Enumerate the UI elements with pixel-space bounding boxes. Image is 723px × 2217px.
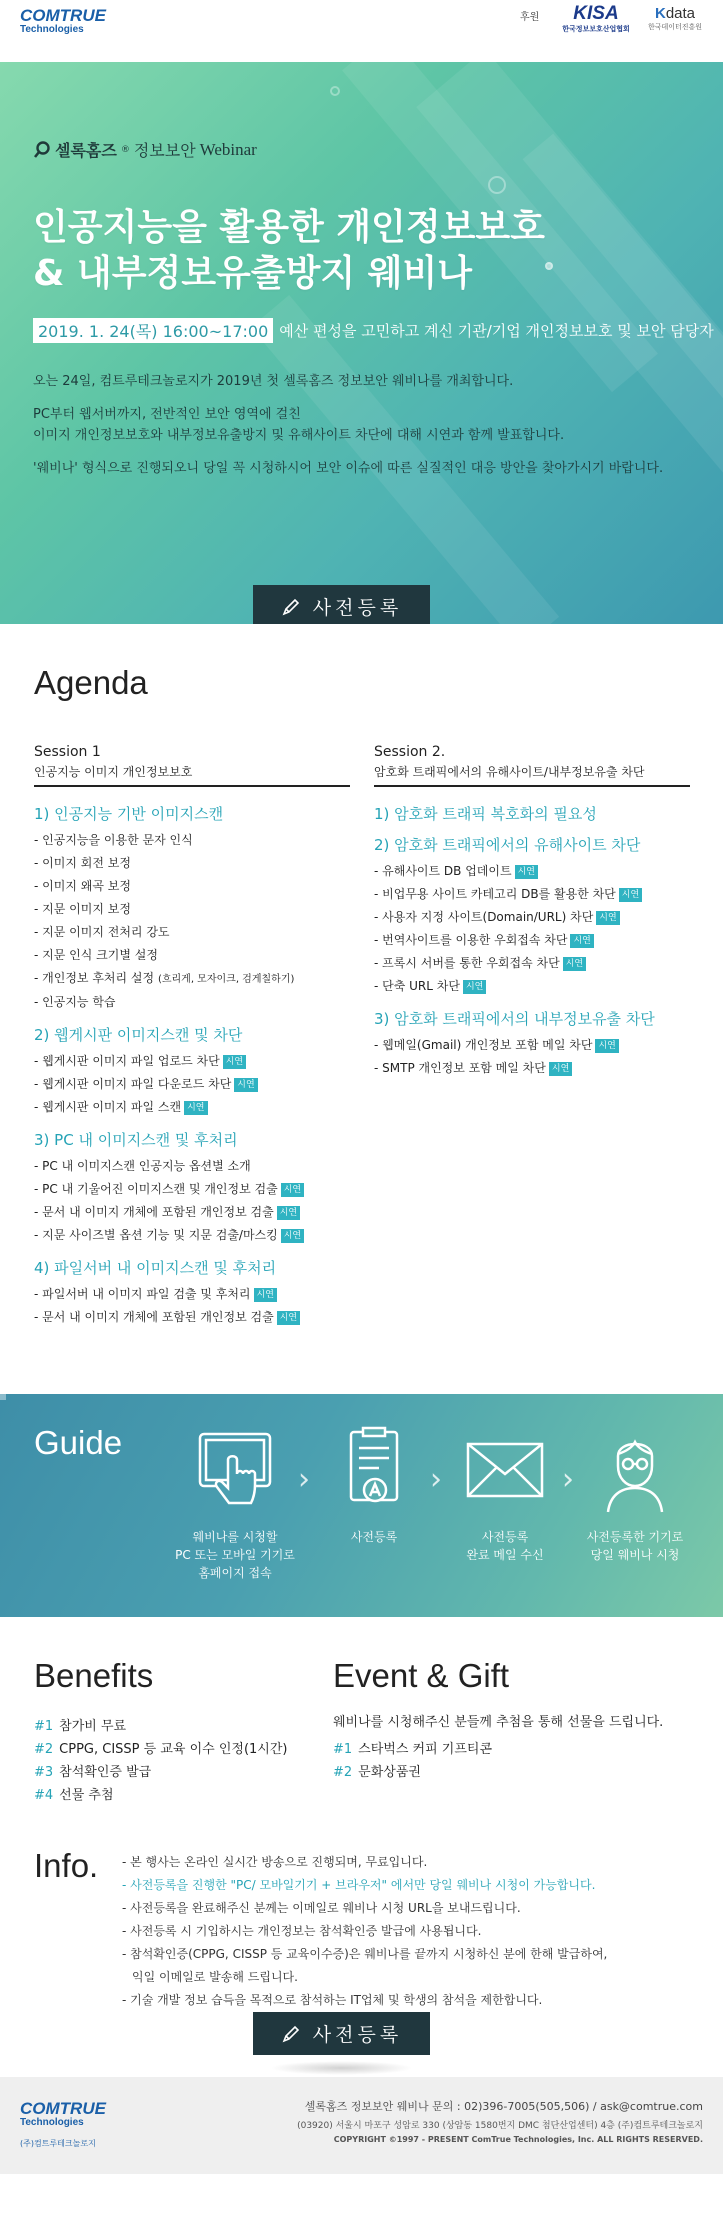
agenda-item-text: - 인공지능 학습 [34, 995, 116, 1009]
demo-badge: 시연 [595, 1039, 618, 1053]
demo-badge: 시연 [184, 1101, 207, 1115]
info-list [122, 1851, 607, 2012]
guide-step-4-line1: 사전등록한 기기로 [586, 1530, 684, 1544]
demo-badge: 시연 [619, 888, 642, 902]
guide-step-2 [309, 1426, 439, 1546]
agenda-item-text: - 웹게시판 이미지 파일 다운로드 차단 [34, 1077, 232, 1091]
demo-badge: 시연 [281, 1183, 304, 1197]
benefit-number: #2 [34, 1742, 54, 1757]
benefit-number: #3 [34, 1765, 54, 1780]
agenda-item [34, 1306, 350, 1329]
agenda-item-text: - 웹메일(Gmail) 개인정보 포함 메일 차단 [374, 1038, 593, 1052]
button-shadow [270, 2061, 413, 2075]
hero-title-line1: 인공지능을 활용한 개인정보보호 [33, 207, 545, 248]
agenda-item-text: - 인공지능을 이용한 문자 인식 [34, 833, 193, 847]
agenda-item-text: - 문서 내 이미지 개체에 포함된 개인정보 검출 [34, 1310, 274, 1324]
target-audience: 예산 편성을 고민하고 계신 기관/기업 개인정보보호 및 보안 담당자 [279, 322, 714, 340]
agenda-item [374, 1057, 690, 1080]
series-webinar: Webinar [199, 139, 257, 159]
benefit-number: #1 [34, 1719, 54, 1734]
intro-paragraph-1: 오는 24일, 컴트루테크놀로지가 2019년 첫 셀록홈즈 정보보안 웨비나를 개최합니다. [33, 374, 514, 389]
event-description: 웨비나를 시청해주신 분들께 추첨을 통해 선물을 드립니다. [333, 1715, 664, 1730]
agenda-item [374, 975, 690, 998]
agenda-topic: 2) 암호화 트래픽에서의 유해사이트 차단 [374, 836, 641, 854]
guide-step-3 [440, 1426, 570, 1564]
event-title: Event & Gift [333, 1657, 510, 1694]
agenda-item-text: - 번역사이트를 이용한 우회접속 차단 [374, 933, 568, 947]
demo-badge: 시연 [463, 980, 486, 994]
footer-logo[interactable] [20, 2100, 106, 2149]
gift-text: 문화상품권 [358, 1765, 421, 1780]
agenda-item [374, 1034, 690, 1057]
event-list [333, 1738, 663, 1784]
intro-p2-line2: 이미지 개인정보보호와 내부정보유출방지 및 유해사이트 차단에 대해 시연과 함께 발표합니다. [33, 428, 565, 443]
agenda-item [374, 929, 690, 952]
kdata-logo [640, 6, 710, 32]
info-line: 익일 이메일로 발송해 드립니다. [132, 1970, 298, 1984]
date-line [33, 318, 714, 343]
guide-step-3-line2: 완료 메일 수신 [466, 1548, 544, 1562]
agenda-topic: 3) PC 내 이미지스캔 및 후처리 [34, 1131, 238, 1149]
info-line: - 기술 개발 정보 습득을 목적으로 참석하는 IT업체 및 학생의 참석을 제한합니다. [122, 1993, 543, 2007]
intro-paragraph-3: '웨비나' 형식으로 진행되오니 당일 꼭 시청하시어 보안 이슈에 따른 실질적인 대응 방안을 찾아가시기 바랍니다. [33, 461, 664, 476]
agenda-topic: 4) 파일서버 내 이미지스캔 및 후처리 [34, 1259, 277, 1277]
session2-column [374, 742, 690, 1080]
gift-item [333, 1738, 663, 1761]
chevron-right-icon: › [430, 1462, 442, 1497]
agenda-item [374, 952, 690, 975]
pencil-icon [281, 597, 301, 617]
agenda-section [0, 624, 723, 1394]
agenda-item-text: - 지문 사이즈별 옵션 기능 및 지문 검출/마스킹 [34, 1228, 278, 1242]
agenda-item [34, 921, 350, 944]
demo-badge: 시연 [549, 1062, 572, 1076]
session2-heading: Session 2. [374, 744, 446, 760]
agenda-item [34, 829, 350, 852]
info-section [0, 1847, 723, 2077]
envelope-icon [460, 1426, 550, 1516]
person-icon [590, 1426, 680, 1516]
agenda-item-text: - PC 내 이미지스캔 인공지능 옵션별 소개 [34, 1159, 251, 1173]
kdata-logo-text: data [665, 5, 696, 22]
event-block [333, 1657, 663, 1784]
session1-column [34, 742, 350, 1329]
guide-step-2-line1: 사전등록 [350, 1530, 398, 1544]
footer-logo-main: COMTRUE [20, 2099, 106, 2118]
agenda-item-text: - 지문 이미지 전처리 강도 [34, 925, 170, 939]
benefit-item [34, 1738, 288, 1761]
benefit-item [34, 1761, 288, 1784]
agenda-topic: 3) 암호화 트래픽에서의 내부정보유출 차단 [374, 1010, 655, 1028]
footer-address: (03920) 서울시 마포구 성암로 330 (상암동 1580번지 DMC 첨단산업센터) 4층 (주)컴트루테크놀로지 [297, 2121, 703, 2131]
session1-topics [34, 803, 350, 1329]
gift-number: #1 [333, 1742, 353, 1757]
agenda-item-text: - 비업무용 사이트 카테고리 DB를 활용한 차단 [374, 887, 616, 901]
footer-copyright: COPYRIGHT ©1997 - PRESENT ComTrue Technologies, Inc. ALL RIGHTS RESERVED. [333, 2135, 703, 2144]
session1-heading: Session 1 [34, 744, 101, 760]
agenda-item [34, 1155, 350, 1178]
agenda-item-text: - 문서 내 이미지 개체에 포함된 개인정보 검출 [34, 1205, 274, 1219]
agenda-item-text: - 웹게시판 이미지 파일 업로드 차단 [34, 1054, 220, 1068]
agenda-topic: 1) 암호화 트래픽 복호화의 필요성 [374, 805, 597, 823]
session1-subtitle: 인공지능 이미지 개인정보보호 [34, 762, 350, 787]
kisa-logo [558, 4, 634, 34]
benefits-section [0, 1617, 723, 1847]
benefits-block [34, 1657, 288, 1807]
agenda-item [374, 883, 690, 906]
register-button[interactable] [253, 585, 430, 624]
agenda-item-text: - 지문 인식 크기별 설정 [34, 948, 158, 962]
kdata-k: K [654, 5, 666, 22]
agenda-item-note: (흐리게, 모자이크, 검게칠하기) [157, 974, 295, 985]
agenda-item [34, 944, 350, 967]
guide-step-3-line1: 사전등록 [481, 1530, 529, 1544]
guide-section [0, 1394, 723, 1617]
hero-banner [0, 62, 723, 624]
agenda-item [34, 875, 350, 898]
series-name: 셀록홈즈 [55, 141, 117, 160]
guide-title: Guide [34, 1424, 123, 1461]
gift-text: 스타벅스 커피 기프티콘 [358, 1742, 493, 1757]
agenda-item [34, 1050, 350, 1073]
agenda-item-text: - 이미지 왜곡 보정 [34, 879, 131, 893]
agenda-item-text: - 지문 이미지 보정 [34, 902, 131, 916]
sponsor-label: 후원 [520, 12, 540, 23]
info-line-highlight: - 사전등록을 진행한 "PC/ 모바일기기 + 브라우저" 에서만 당일 웨비나 시청이 가능합니다. [122, 1878, 596, 1892]
footer-company-kr: (주)컴트루테크놀로지 [20, 2139, 96, 2148]
agenda-title: Agenda [34, 664, 148, 701]
kisa-name: 한국정보보호산업협회 [562, 25, 630, 33]
agenda-item-text: - 프록시 서버를 통한 우회접속 차단 [374, 956, 560, 970]
top-bar [0, 0, 723, 62]
magnifier-icon [33, 141, 51, 159]
info-line: - 사전등록을 완료해주신 분께는 이메일로 웨비나 시청 URL을 보내드립니다. [122, 1901, 521, 1915]
agenda-item [34, 852, 350, 875]
chevron-right-icon: › [562, 1462, 574, 1497]
footer [0, 2077, 723, 2174]
agenda-item-text: - 유해사이트 DB 업데이트 [374, 864, 512, 878]
logo-main: COMTRUE [20, 6, 106, 25]
agenda-item-text: - 파일서버 내 이미지 파일 검출 및 후처리 [34, 1287, 251, 1301]
demo-badge: 시연 [234, 1078, 257, 1092]
intro-paragraph-2 [33, 404, 663, 446]
demo-badge: 시연 [515, 865, 538, 879]
benefit-text: 선물 추첨 [59, 1788, 114, 1803]
guide-step-1-line1: 웨비나를 시청할 [192, 1530, 278, 1544]
guide-step-1-line3: 홈페이지 접속 [198, 1566, 272, 1580]
session2-subtitle: 암호화 트래픽에서의 유해사이트/내부정보유출 차단 [374, 762, 690, 787]
demo-badge: 시연 [570, 934, 593, 948]
demo-badge: 시연 [254, 1288, 277, 1302]
info-line: - 본 행사는 온라인 실시간 방송으로 진행되며, 무료입니다. [122, 1855, 428, 1869]
benefit-item [34, 1715, 288, 1738]
benefits-title: Benefits [34, 1657, 154, 1694]
agenda-item-text: - 웹게시판 이미지 파일 스캔 [34, 1100, 182, 1114]
series-suffix: 정보보안 [133, 141, 196, 160]
tablet-touch-icon [190, 1426, 280, 1516]
agenda-topic: 1) 인공지능 기반 이미지스캔 [34, 805, 224, 823]
info-title: Info. [34, 1847, 99, 1884]
agenda-item-text: - 사용자 지정 사이트(Domain/URL) 차단 [374, 910, 594, 924]
agenda-item-text: - 개인정보 후처리 설정 [34, 971, 155, 985]
benefit-item [34, 1784, 288, 1807]
hero-title [33, 205, 545, 297]
info-line: - 사전등록 시 기입하시는 개인정보는 참석확인증 발급에 사용됩니다. [122, 1924, 482, 1938]
guide-step-1 [170, 1426, 300, 1582]
chevron-right-icon: › [298, 1462, 310, 1497]
footer-logo-sub: Technologies [20, 2117, 84, 2128]
agenda-item-text: - 이미지 회전 보정 [34, 856, 131, 870]
agenda-item [374, 906, 690, 929]
agenda-item-text: - PC 내 기울어진 이미지스캔 및 개인정보 검출 [34, 1182, 278, 1196]
event-date: 2019. 1. 24(목) 16:00~17:00 [33, 318, 273, 343]
footer-info [297, 2097, 703, 2144]
info-line: - 참석확인증(CPPG, CISSP 등 교육이수증)은 웨비나를 끝까지 시청하신 분에 한해 발급하여, [122, 1947, 608, 1961]
gift-item [333, 1761, 663, 1784]
agenda-item [374, 860, 690, 883]
footer-contact: 셀록홈즈 정보보안 웨비나 문의 : 02)396-7005(505,506) / ask@comtrue.com [304, 2100, 703, 2113]
agenda-item [34, 967, 350, 991]
demo-badge: 시연 [223, 1055, 246, 1069]
agenda-item [34, 1073, 350, 1096]
agenda-item [34, 1178, 350, 1201]
agenda-item [34, 1201, 350, 1224]
demo-badge: 시연 [596, 911, 619, 925]
guide-step-4-line2: 당일 웨비나 시청 [590, 1548, 680, 1562]
demo-badge: 시연 [277, 1206, 300, 1220]
comtrue-logo[interactable] [20, 7, 106, 36]
intro-p2-line1: PC부터 웹서버까지, 전반적인 보안 영역에 걸친 [33, 407, 301, 422]
guide-step-4 [570, 1426, 700, 1564]
register-button-label: 사전등록 [312, 597, 403, 619]
demo-badge: 시연 [281, 1229, 304, 1243]
agenda-item [34, 1096, 350, 1119]
benefit-text: 참가비 무료 [59, 1719, 127, 1734]
demo-badge: 시연 [277, 1311, 300, 1325]
agenda-item-text: - 단축 URL 차단 [374, 979, 460, 993]
benefits-list [34, 1715, 288, 1807]
agenda-item [34, 1283, 350, 1306]
benefit-number: #4 [34, 1788, 54, 1803]
benefit-text: 참석확인증 발급 [59, 1765, 152, 1780]
agenda-topic: 2) 웹게시판 이미지스캔 및 차단 [34, 1026, 243, 1044]
kisa-logo-text: KISA [573, 3, 619, 24]
registration-form-icon [329, 1426, 419, 1516]
hero-title-line2: & 내부정보유출방지 웨비나 [33, 253, 472, 294]
session2-topics [374, 803, 690, 1080]
register-button-label: 사전등록 [312, 2024, 403, 2046]
benefit-text: CPPG, CISSP 등 교육 이수 인정(1시간) [59, 1742, 288, 1757]
agenda-item [34, 1224, 350, 1247]
guide-step-1-line2: PC 또는 모바일 기기로 [175, 1548, 295, 1562]
pencil-icon [281, 2024, 301, 2044]
kdata-name: 한국데이터진흥원 [647, 23, 703, 31]
agenda-item-text: - SMTP 개인정보 포함 메일 차단 [374, 1061, 546, 1075]
gift-number: #2 [333, 1765, 353, 1780]
webinar-series-tag: 셀록홈즈 ® 정보보안 Webinar [33, 138, 257, 161]
demo-badge: 시연 [563, 957, 586, 971]
logo-sub: Technologies [20, 24, 84, 35]
agenda-item [34, 898, 350, 921]
agenda-item [34, 991, 350, 1014]
intro-text [33, 371, 663, 491]
register-button-bottom[interactable] [253, 2012, 430, 2055]
